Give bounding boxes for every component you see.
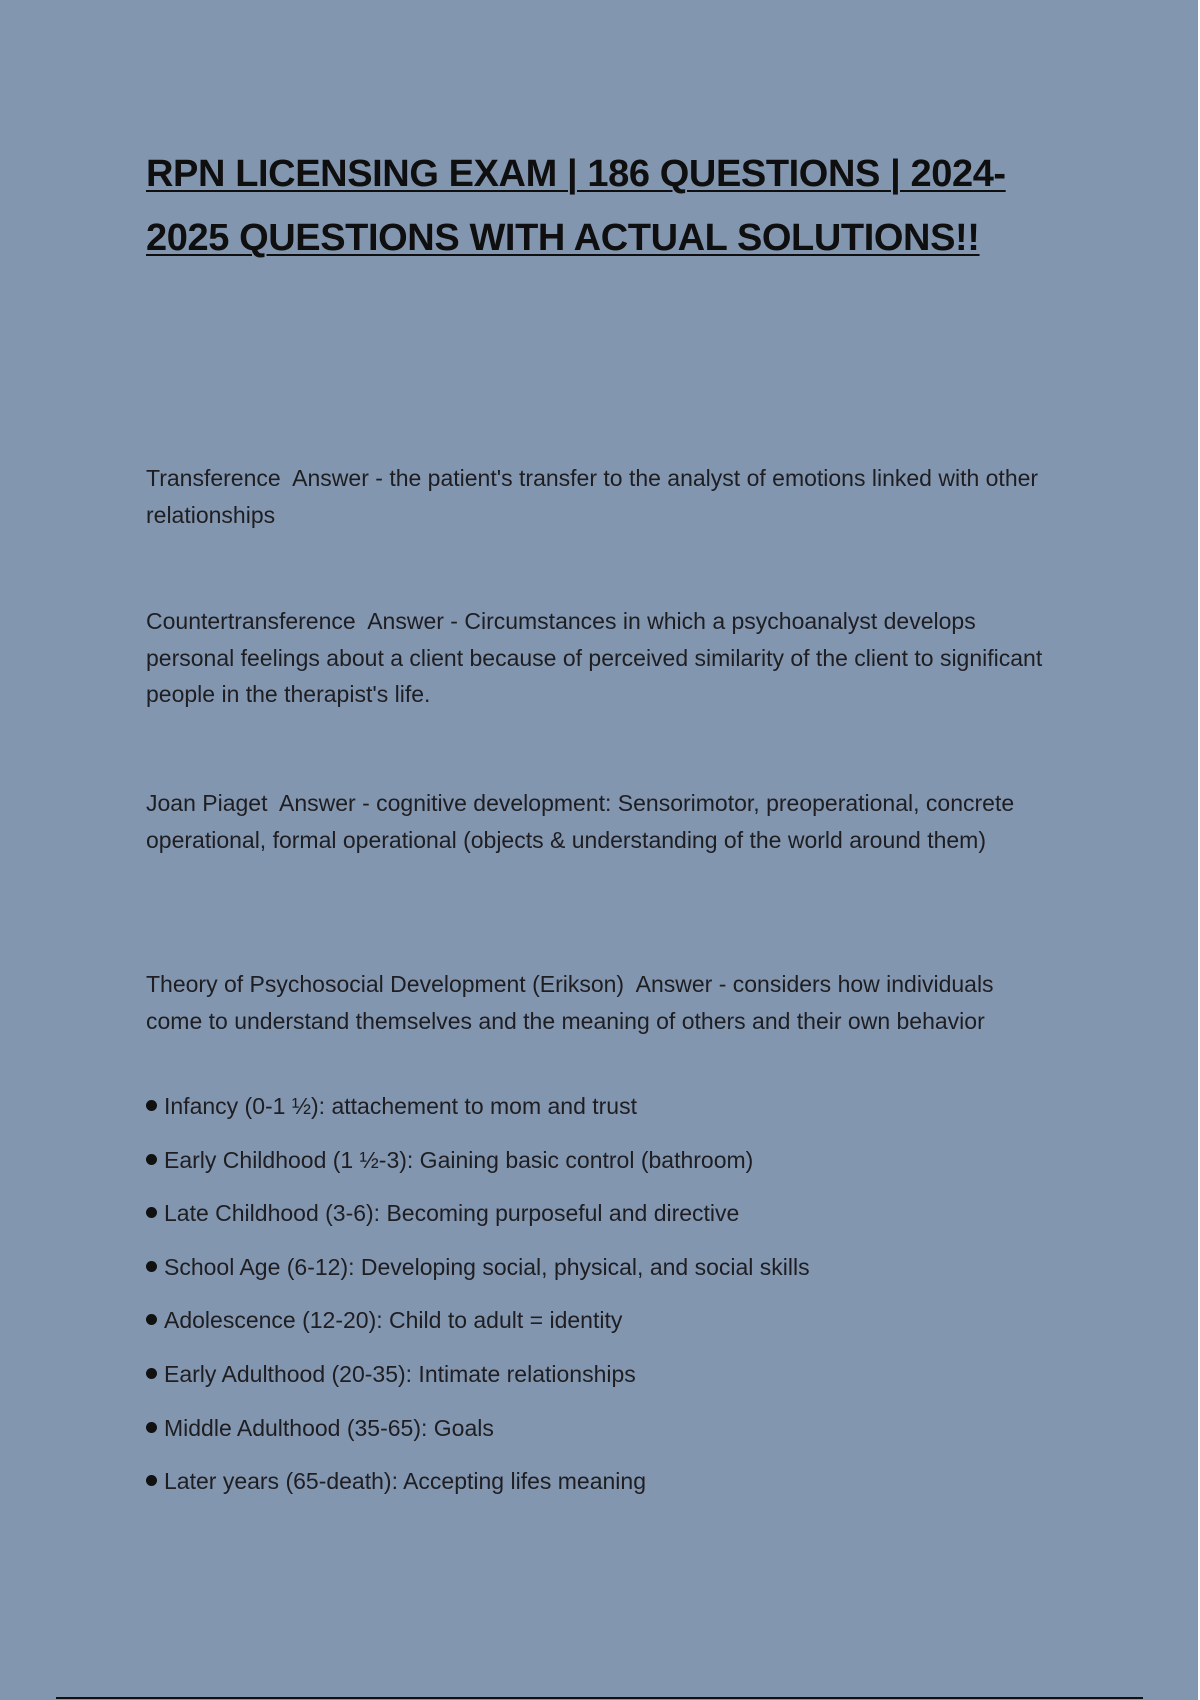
list-item (146, 1147, 1056, 1201)
entry-term: Theory of Psychosocial Development (Erikson) (146, 971, 625, 997)
answer-label: Answer - (292, 465, 383, 491)
stage-text: Early Childhood (1 ½-3): Gaining basic control (bathroom) (164, 1146, 754, 1173)
bullet-icon (146, 1422, 157, 1433)
list-item (146, 1361, 1056, 1415)
qa-entry-piaget (146, 785, 1056, 858)
bullet-icon (146, 1207, 157, 1218)
stage-text: Early Adulthood (20-35): Intimate relationships (164, 1360, 636, 1387)
bullet-icon (146, 1100, 157, 1111)
stage-text: Middle Adulthood (35-65): Goals (164, 1414, 494, 1441)
entry-answer: Circumstances in which a psychoanalyst develops personal feelings about a client because of perceived similarity of the client to significant people in the therapist's life. (146, 608, 1043, 707)
entry-answer: cognitive development: Sensorimotor, preoperational, concrete operational, formal operational (objects & understanding of the world around them) (146, 790, 1015, 853)
qa-entry-countertransference (146, 603, 1056, 713)
entry-term: Joan Piaget (146, 790, 268, 816)
qa-entry-transference (146, 460, 1056, 533)
qa-entry-erikson (146, 966, 1056, 1039)
list-item (146, 1200, 1056, 1254)
stage-text: Infancy (0-1 ½): attachement to mom and trust (164, 1093, 637, 1119)
list-item (146, 1415, 1056, 1469)
answer-label: Answer - (367, 608, 458, 634)
bullet-icon (146, 1154, 157, 1165)
bullet-icon (146, 1368, 157, 1379)
entry-answer: the patient's transfer to the analyst of emotions linked with other relationships (146, 465, 1039, 528)
bullet-icon (146, 1261, 157, 1272)
entry-term: Countertransference (146, 608, 356, 634)
stage-text: School Age (6-12): Developing social, physical, and social skills (164, 1253, 810, 1280)
erikson-stage-list (146, 1093, 1056, 1522)
list-item (146, 1093, 1056, 1147)
answer-label: Answer - (279, 790, 370, 816)
bullet-icon (146, 1475, 157, 1486)
document-title: RPN LICENSING EXAM | 186 QUESTIONS | 2024-2025 QUESTIONS WITH ACTUAL SOLUTIONS!! (146, 153, 1006, 259)
footer-divider (56, 1697, 1143, 1699)
stage-text: Late Childhood (3-6): Becoming purposeful and directive (164, 1200, 740, 1227)
entry-answer: considers how individuals come to understand themselves and the meaning of others and their own behavior (146, 971, 994, 1034)
stage-text: Adolescence (12-20): Child to adult = identity (164, 1307, 623, 1334)
list-item (146, 1254, 1056, 1308)
stage-text: Later years (65-death): Accepting lifes meaning (164, 1468, 646, 1495)
bullet-icon (146, 1314, 157, 1325)
answer-label: Answer - (635, 971, 727, 997)
list-item (146, 1307, 1056, 1361)
list-item (146, 1468, 1056, 1522)
entry-term: Transference (146, 465, 281, 491)
